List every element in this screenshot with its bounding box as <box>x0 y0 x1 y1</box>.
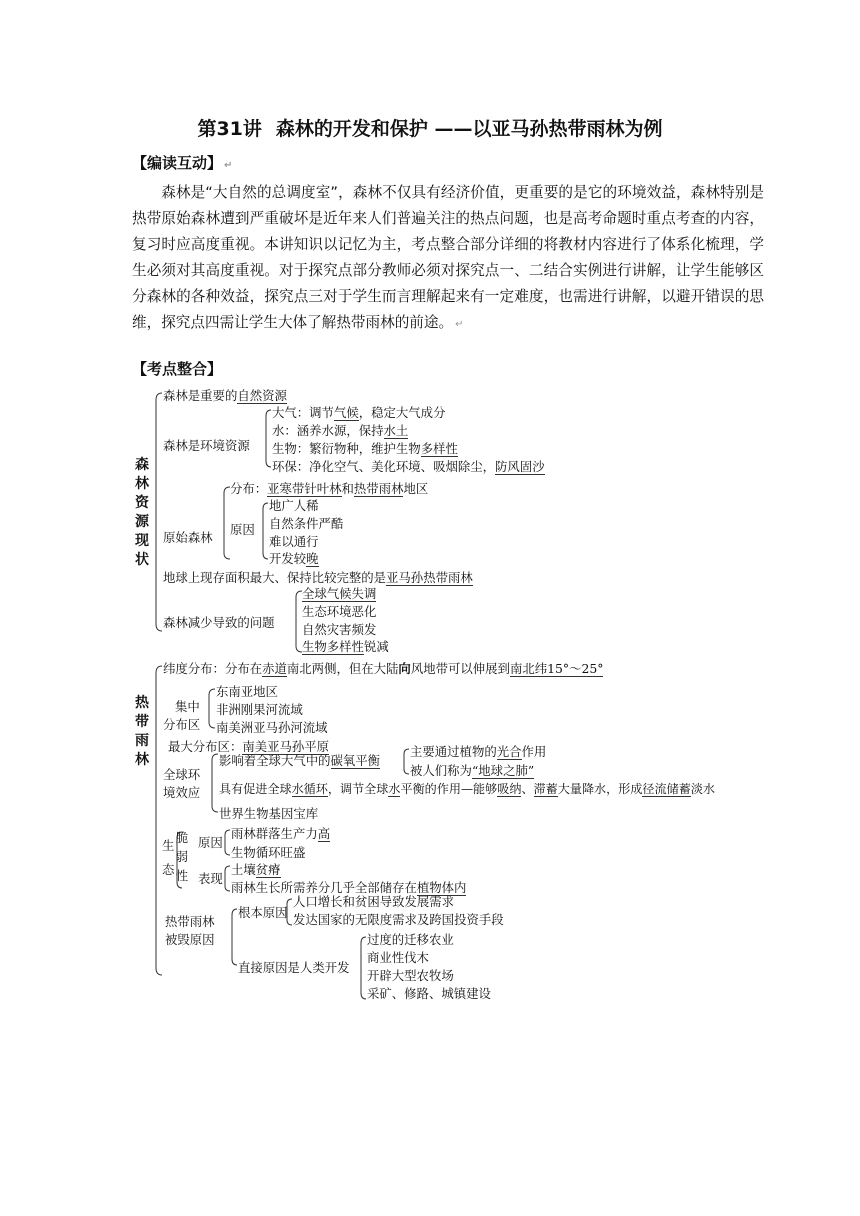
section-heading-interaction: 【编读互动】 ↵ <box>132 154 233 172</box>
env-protection: 环保：净化空气、美化环境、吸烟除尘，防风固沙 <box>272 459 545 474</box>
reason-passage: 难以通行 <box>269 534 319 549</box>
root-cause-label: 根本原因 <box>238 905 288 920</box>
problem-biodiversity: 生物多样性锐减 <box>302 639 389 654</box>
fragile-label-c: 脆弱性 <box>175 830 189 883</box>
conc-amazon: 南美洲亚马孙河流域 <box>216 720 328 735</box>
fragile-productivity: 雨林群落生产力高 <box>231 826 331 841</box>
lecture-number: 第31讲 <box>197 118 262 140</box>
root-population: 人口增长和贫困导致发展需求 <box>293 894 455 909</box>
glob-label-1: 全球环 <box>163 767 201 782</box>
reason-late: 开发较晚 <box>269 551 319 566</box>
env-biology: 生物：繁衍物种，维护生物多样性 <box>272 441 458 456</box>
env-water: 水：涵养水源，保持水土 <box>272 423 409 438</box>
conc-label-1: 集中 <box>175 699 200 714</box>
intro-paragraph: 森林是“大自然的总调度室”，森林不仅具有经济价值，更重要的是它的环境效益，森林特别是热带原始森林遭到严重破坏是近年来人们普遍关注的热点问题，也是高考命题时重点考查的内容，复习时应高度重视。本讲知识以记忆为主，考点整合部分详细的将教材内容进行了体系化梳理，学生必须对其高度重视。对于探究点部分教师必须对探究点一、二结合实例进行讲解，让学生能够区分森林的各种效益，探究点三对于学生而言理解起来有一定难度，也需进行讲解，以避开错误的思维，探究点四需让学生大体了解热带雨林的前途。 ↵ <box>132 184 764 331</box>
primitive-forest-label: 原始森林 <box>163 530 213 545</box>
root-developed: 发达国家的无限度需求及跨国投资手段 <box>293 912 504 927</box>
rainforest-vertical-label: 热带雨林 <box>135 695 149 768</box>
problem-climate: 全球气候失调 <box>302 586 377 601</box>
direct-farming: 过度的迁移农业 <box>367 932 454 947</box>
direct-mining: 采矿、修路、城镇建设 <box>367 986 491 1001</box>
reason-sparse: 地广人稀 <box>269 498 319 513</box>
direct-ranches: 开辟大型农牧场 <box>367 968 454 983</box>
problem-ecology: 生态环境恶化 <box>302 604 377 619</box>
direct-cause-label: 直接原因是人类开发 <box>238 960 350 975</box>
forest-natural-resource: 森林是重要的自然资源 <box>163 388 287 403</box>
glob-carbon: 影响着全球大气中的碳氧平衡 <box>219 753 381 768</box>
glob-water-cycle: 具有促进全球水循环，调节全球水平衡的作用—能够吸纳、滞蓄大量降水，形成径流储蓄淡水 <box>219 782 716 796</box>
fragile-label-a: 生 <box>162 838 175 853</box>
glob-earth-lung: 被人们称为“地球之肺” <box>410 763 535 778</box>
forest-vertical-label: 森林资源现状 <box>135 457 149 568</box>
fragile-cause-label: 原因 <box>198 835 223 850</box>
direct-logging: 商业性伐木 <box>367 950 429 965</box>
fragile-label-b: 态 <box>162 862 175 877</box>
problem-disaster: 自然灾害频发 <box>302 622 377 637</box>
destroy-label-1: 热带雨林 <box>165 914 215 929</box>
conc-sea: 东南亚地区 <box>216 684 278 699</box>
conc-label-2: 分布区 <box>163 717 201 732</box>
fragile-nutrients: 雨林生长所需养分几乎全部储存在植物体内 <box>231 880 467 895</box>
fragile-soil: 土壤贫瘠 <box>231 862 281 877</box>
lecture-title: 森林的开发和保护 ——以亚马孙热带雨林为例 <box>275 118 663 140</box>
primitive-distribution: 分布：亚寒带针叶林和热带雨林地区 <box>230 481 429 496</box>
decrease-problems-label: 森林减少导致的问题 <box>163 615 275 630</box>
reason-harsh: 自然条件严酷 <box>269 516 344 531</box>
forest-env-resource-label: 森林是环境资源 <box>163 438 250 453</box>
section-heading-key-points: 【考点整合】 <box>132 360 223 378</box>
fragile-cycle: 生物循环旺盛 <box>231 845 306 860</box>
rain-largest-area: 最大分布区：南美亚马孙平原 <box>168 739 330 754</box>
conc-congo: 非洲刚果河流域 <box>216 702 303 717</box>
env-air: 大气：调节气候，稳定大气成分 <box>272 405 446 420</box>
fragile-show-label: 表现 <box>198 871 223 886</box>
glob-photosynthesis: 主要通过植物的光合作用 <box>410 744 547 759</box>
destroy-label-2: 被毁原因 <box>165 932 215 947</box>
rain-latitude: 纬度分布：分布在赤道南北两侧，但在大陆向风地带可以伸展到南北纬15°～25° <box>163 661 604 676</box>
primitive-reason-label: 原因 <box>230 522 255 537</box>
glob-label-2: 境效应 <box>163 785 201 800</box>
largest-forest: 地球上现存面积最大、保持比较完整的是亚马孙热带雨林 <box>163 570 473 585</box>
glob-gene-bank: 世界生物基因宝库 <box>219 806 319 821</box>
